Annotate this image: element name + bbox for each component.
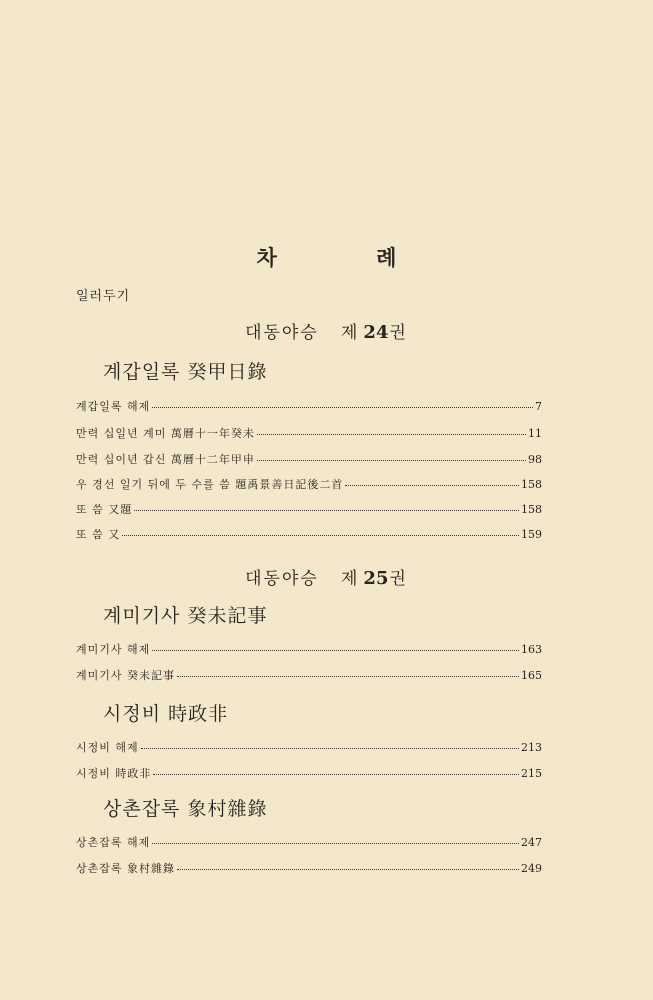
toc-entry-page: 215 bbox=[521, 767, 542, 780]
leader-dots bbox=[153, 774, 519, 775]
toc-entry[interactable] bbox=[76, 501, 542, 517]
toc-entry[interactable] bbox=[76, 667, 542, 683]
toc-entry-label: 또 씀 又 bbox=[76, 528, 121, 541]
toc-entry-label: 만력 십이년 갑신 萬曆十二年甲申 bbox=[76, 453, 255, 466]
toc-entry[interactable] bbox=[76, 765, 542, 781]
toc-entry-label: 우 경선 일기 뒤에 두 수를 씀 題禹景善日記後二首 bbox=[76, 478, 344, 491]
leader-dots bbox=[177, 869, 519, 870]
leader-dots bbox=[122, 535, 519, 536]
toc-entry-label: 시정비 時政非 bbox=[76, 767, 152, 780]
volume-number: 25 bbox=[363, 568, 389, 589]
leader-dots bbox=[345, 485, 519, 486]
section-heading: 시정비 時政非 bbox=[103, 703, 229, 725]
leader-dots bbox=[134, 510, 519, 511]
toc-entry[interactable] bbox=[76, 834, 542, 850]
toc-entry[interactable] bbox=[76, 526, 542, 542]
volume-prefix: 대동야승 bbox=[245, 323, 319, 343]
leader-dots bbox=[141, 748, 519, 749]
leader-dots bbox=[152, 650, 519, 651]
toc-entry-label: 상촌잡록 해제 bbox=[76, 836, 151, 849]
volume-number: 24 bbox=[363, 322, 389, 343]
toc-entry-label: 계미기사 해제 bbox=[76, 643, 151, 656]
volume-label-pre: 제 bbox=[340, 569, 360, 589]
toc-entry-label: 상촌잡록 象村雜錄 bbox=[76, 862, 175, 875]
volume-heading-25 bbox=[0, 564, 653, 589]
toc-entry-page: 98 bbox=[528, 453, 542, 466]
toc-entry-page: 158 bbox=[521, 478, 542, 491]
toc-entry-page: 7 bbox=[535, 400, 542, 413]
leader-dots bbox=[177, 676, 519, 677]
toc-entry-page: 247 bbox=[521, 836, 542, 849]
toc-entry-label: 계갑일록 해제 bbox=[76, 400, 151, 413]
toc-entry[interactable] bbox=[76, 860, 542, 876]
volume-prefix: 대동야승 bbox=[245, 569, 319, 589]
leader-dots bbox=[257, 460, 526, 461]
volume-label-post: 권 bbox=[389, 569, 408, 589]
preface-link[interactable]: 일러두기 bbox=[76, 289, 131, 304]
leader-dots bbox=[257, 434, 526, 435]
section-heading: 계갑일록 癸甲日錄 bbox=[103, 361, 268, 383]
page-title: 차 례 bbox=[256, 245, 443, 270]
toc-entry-label: 계미기사 癸未記事 bbox=[76, 669, 175, 682]
toc-entry[interactable] bbox=[76, 641, 542, 657]
toc-entry-page: 249 bbox=[521, 862, 542, 875]
toc-entry-label: 만력 십일년 계미 萬曆十一年癸未 bbox=[76, 427, 255, 440]
toc-entry[interactable] bbox=[76, 739, 542, 755]
volume-heading-24 bbox=[0, 318, 653, 343]
volume-label-pre: 제 bbox=[340, 323, 360, 343]
toc-entry-page: 159 bbox=[521, 528, 542, 541]
volume-label-post: 권 bbox=[389, 323, 408, 343]
toc-entry-page: 11 bbox=[528, 427, 542, 440]
toc-entry[interactable] bbox=[76, 476, 542, 492]
toc-entry-label: 시정비 해제 bbox=[76, 741, 139, 754]
leader-dots bbox=[152, 843, 519, 844]
toc-entry-page: 213 bbox=[521, 741, 542, 754]
toc-entry-page: 158 bbox=[521, 503, 542, 516]
section-heading: 계미기사 癸未記事 bbox=[103, 605, 268, 627]
toc-entry[interactable] bbox=[76, 425, 542, 441]
toc-entry-label: 또 씀 又題 bbox=[76, 503, 133, 516]
leader-dots bbox=[152, 407, 533, 408]
section-heading: 상촌잡록 象村雜錄 bbox=[103, 798, 268, 820]
toc-entry[interactable] bbox=[76, 398, 542, 414]
toc-entry[interactable] bbox=[76, 451, 542, 467]
toc-entry-page: 163 bbox=[521, 643, 542, 656]
toc-entry-page: 165 bbox=[521, 669, 542, 682]
